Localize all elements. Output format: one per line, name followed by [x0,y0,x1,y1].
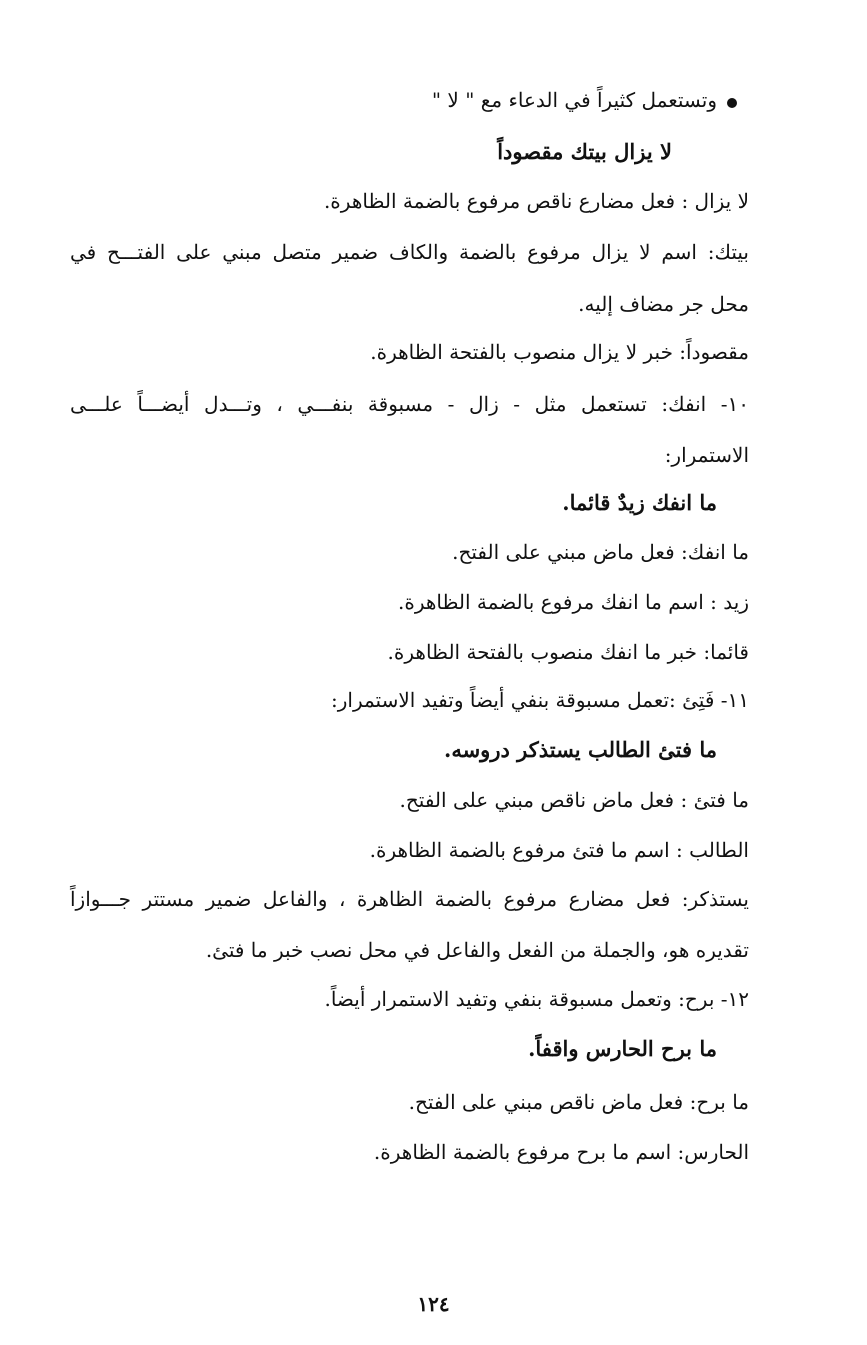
parse-line-3: مقصوداً: خبر لا يزال منصوب بالفتحة الظاهرة. [370,340,749,364]
parse-line-2-cont: محل جر مضاف إليه. [578,292,749,316]
parse-line-9: يستذكر: فعل مضارع مرفوع بالضمة الظاهرة ، والفاعل ضمير مستتر جـــوازاً [70,887,749,911]
section-10-heading-cont: الاستمرار: [664,443,749,467]
parse-line-11: الحارس: اسم ما برح مرفوع بالضمة الظاهرة. [373,1140,749,1164]
parse-line-5: زيد : اسم ما انفك مرفوع بالضمة الظاهرة. [397,590,749,614]
example-sentence-2: ما انفك زيدٌ قائما. [562,490,717,515]
intro-line: وتستعمل كثيراً في الدعاء مع " لا " [431,88,717,112]
parse-line-9-cont: تقديره هو، والجملة من الفعل والفاعل في محل نصب خبر ما فتئ. [205,938,749,962]
parse-line-2: بيتك: اسم لا يزال مرفوع بالضمة والكاف ضمير متصل مبني على الفتـــح في [70,240,749,264]
section-12-heading: ١٢- برح: وتعمل مسبوقة بنفي وتفيد الاستمرار أيضاً. [324,987,749,1011]
section-10-heading: ١٠- انفك: تستعمل مثل - زال - مسبوقة بنفـــي ، وتـــدل أيضـــاً علـــى [70,392,749,416]
parse-line-6: قائما: خبر ما انفك منصوب بالفتحة الظاهرة. [387,640,749,664]
parse-line-4: ما انفك: فعل ماض مبني على الفتح. [452,540,749,564]
example-sentence-1: لا يزال بيتك مقصوداً [497,139,672,164]
parse-line-1: لا يزال : فعل مضارع ناقص مرفوع بالضمة الظاهرة. [323,189,749,213]
parse-line-8: الطالب : اسم ما فتئ مرفوع بالضمة الظاهرة. [369,838,749,862]
bullet-icon [727,98,737,108]
example-sentence-3: ما فتئ الطالب يستذكر دروسه. [444,737,717,762]
example-sentence-4: ما برح الحارس واقفاً. [528,1036,717,1061]
parse-line-10: ما برح: فعل ماض ناقص مبني على الفتح. [408,1090,749,1114]
page-number: ١٢٤ [417,1292,450,1316]
parse-line-7: ما فتئ : فعل ماض ناقص مبني على الفتح. [399,788,749,812]
section-11-heading: ١١- فَتِئ :تعمل مسبوقة بنفي أيضاً وتفيد الاستمرار: [330,688,749,712]
